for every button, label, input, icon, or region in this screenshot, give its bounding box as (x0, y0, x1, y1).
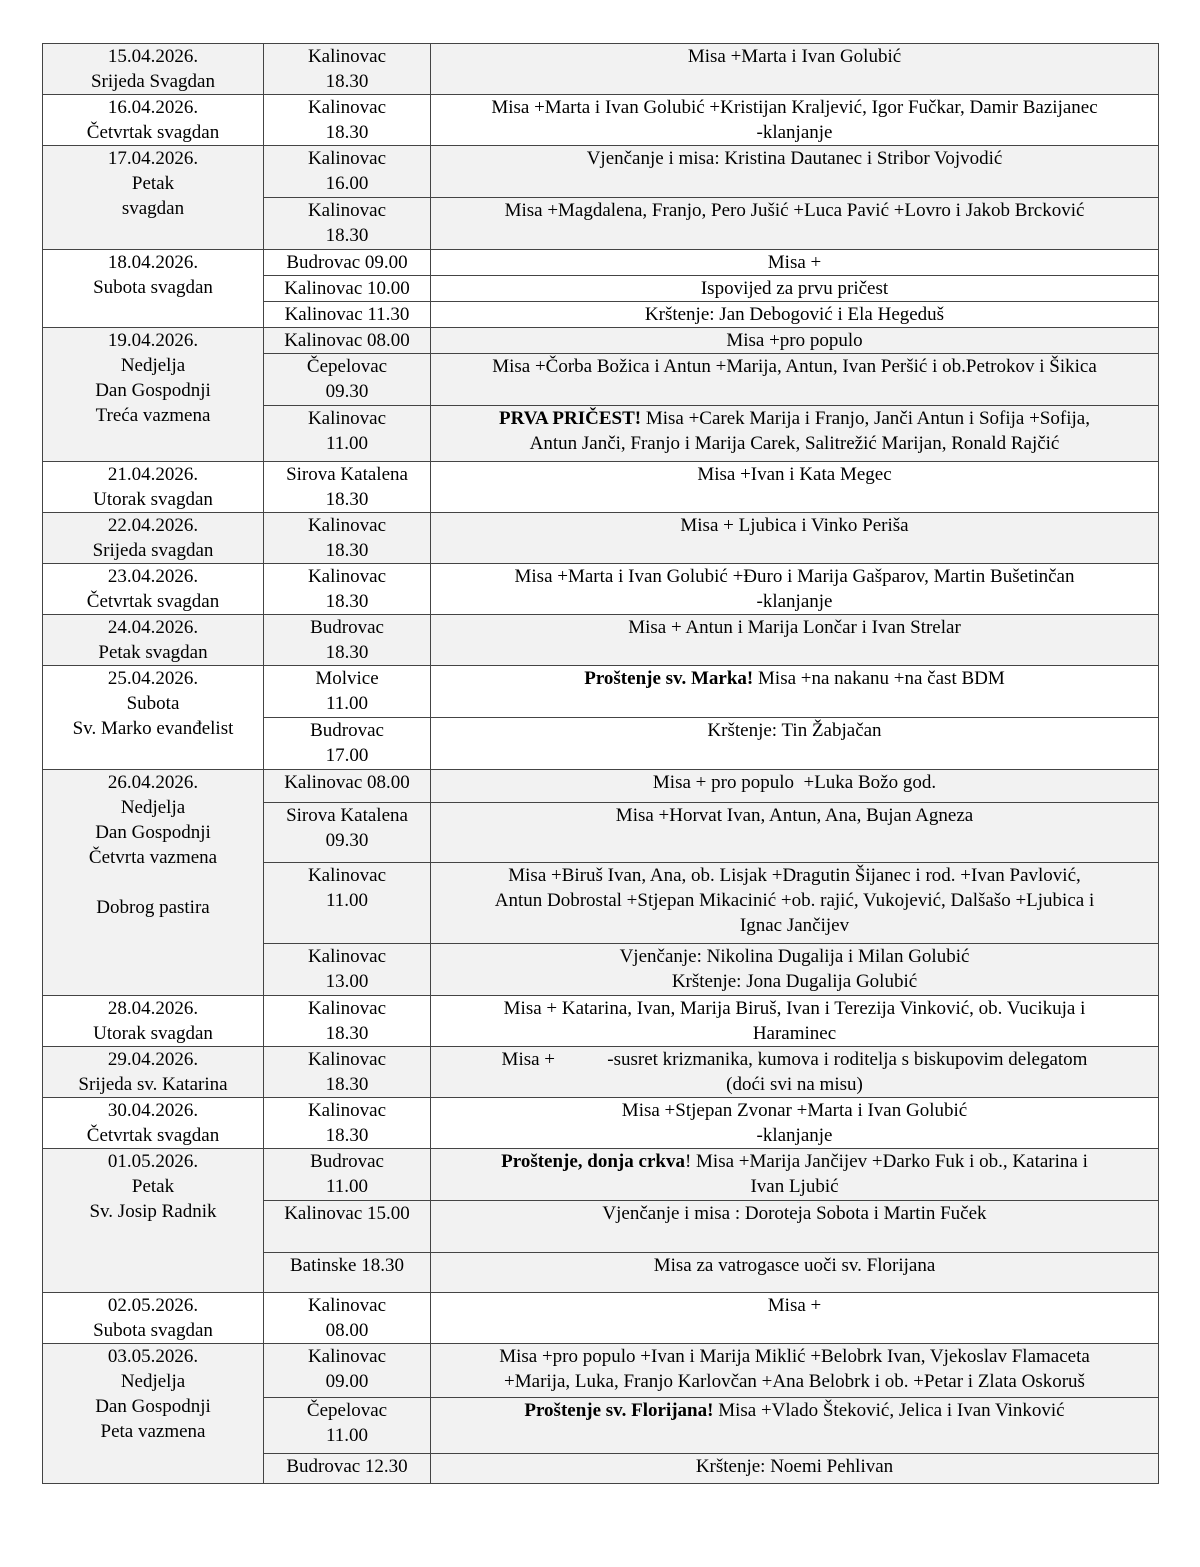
place-time: Kalinovac (307, 97, 387, 118)
day-label: Peta vazmena (100, 1421, 206, 1442)
event-description-cell (431, 198, 1159, 250)
day-date: 02.05.2026. (107, 1295, 199, 1316)
event-description-cell (431, 406, 1159, 462)
description-line (437, 1398, 1152, 1423)
description-text: Misa za vatrogasce uoči sv. Florijana (653, 1255, 936, 1276)
place-time-cell (264, 95, 431, 146)
description-line (437, 1293, 1152, 1318)
description-line (437, 95, 1152, 120)
place-time: Kalinovac (307, 46, 387, 67)
schedule-row (43, 44, 1159, 95)
place-time: Čepelovac (306, 1400, 388, 1421)
day-date: 15.04.2026. (107, 46, 199, 67)
place-time: 18.30 (325, 1023, 369, 1044)
day-label: Sv. Josip Radnik (89, 1201, 217, 1222)
event-description-cell (431, 615, 1159, 666)
description-line (437, 944, 1152, 969)
day-label: Utorak svagdan (93, 489, 213, 510)
place-time: 16.00 (325, 173, 369, 194)
day-cell (43, 146, 264, 250)
description-line (437, 863, 1152, 888)
place-time: Kalinovac 08.00 (284, 772, 410, 793)
description-line (437, 1098, 1152, 1123)
description-line (437, 718, 1152, 743)
place-time-cell (264, 996, 431, 1047)
day-label: Petak (131, 173, 175, 194)
day-label: Četvrtak svagdan (86, 1125, 220, 1146)
day-label: Dan Gospodnji (95, 1396, 211, 1417)
description-text: Vjenčanje i misa: Kristina Dautanec i Stribor Vojvodić (586, 148, 1003, 169)
event-description-cell (431, 863, 1159, 944)
day-label: Nedjelja (120, 797, 186, 818)
description-line (437, 276, 1152, 301)
description-line (437, 1369, 1152, 1394)
event-description-cell (431, 1293, 1159, 1344)
mass-schedule-table (42, 43, 1159, 1484)
description-line (437, 770, 1152, 795)
day-date: 17.04.2026. (107, 148, 199, 169)
description-text: Misa +Carek Marija i Franjo, Janči Antun i Sofija +Sofija, (641, 408, 1090, 429)
place-time: Kalinovac (307, 1049, 387, 1070)
highlight-text: Proštenje, donja crkva (501, 1151, 685, 1172)
description-line (437, 969, 1152, 994)
event-description-cell (431, 146, 1159, 198)
place-time: 09.30 (325, 830, 369, 851)
event-description-cell (431, 1344, 1159, 1398)
day-date: 30.04.2026. (107, 1100, 199, 1121)
description-line (437, 666, 1152, 691)
description-line (437, 1021, 1152, 1046)
day-date: 18.04.2026. (107, 252, 199, 273)
place-time: Kalinovac (307, 148, 387, 169)
place-time: 17.00 (325, 745, 369, 766)
day-cell (43, 44, 264, 95)
place-time-cell (264, 564, 431, 615)
description-line (437, 1174, 1152, 1199)
description-line (437, 589, 1152, 614)
description-text: Misa +Biruš Ivan, Ana, ob. Lisjak +Dragutin Šijanec i rod. +Ivan Pavlović, (508, 865, 1081, 886)
day-label: Petak (131, 1176, 175, 1197)
place-time: Kalinovac (307, 998, 387, 1019)
day-date: 01.05.2026. (107, 1151, 199, 1172)
day-cell (43, 513, 264, 564)
place-time-cell (264, 250, 431, 276)
day-cell (43, 250, 264, 328)
description-line (437, 1454, 1152, 1479)
event-description-cell (431, 44, 1159, 95)
description-text: Krštenje: Jona Dugalija Golubić (671, 971, 918, 992)
schedule-body (43, 44, 1159, 1484)
event-description-cell (431, 250, 1159, 276)
place-time: 18.30 (325, 71, 369, 92)
description-text: Misa + (767, 252, 822, 273)
description-text: Misa +Magdalena, Franjo, Pero Jušić +Luca Pavić +Lovro i Jakob Brcković (504, 200, 1085, 221)
description-text: Antun Dobrostal +Stjepan Mikacinić +ob. rajić, Vukojević, Dalšašo +Ljubica i (494, 890, 1095, 911)
description-line (437, 198, 1152, 223)
place-time: Budrovac (310, 720, 384, 741)
day-cell (43, 1293, 264, 1344)
day-cell (43, 95, 264, 146)
schedule-row (43, 513, 1159, 564)
place-time-cell (264, 718, 431, 770)
day-label: Subota (126, 693, 180, 714)
place-time-cell (264, 1098, 431, 1149)
description-line (437, 1149, 1152, 1174)
place-time-cell (264, 462, 431, 513)
description-text: Misa + Antun i Marija Lončar i Ivan Strelar (628, 617, 961, 638)
description-text: Misa + (767, 1295, 822, 1316)
place-time: 18.30 (325, 591, 369, 612)
event-description-cell (431, 1201, 1159, 1253)
schedule-row (43, 250, 1159, 276)
day-label: Četvrta vazmena (88, 847, 218, 868)
day-date: 21.04.2026. (107, 464, 199, 485)
place-time: Kalinovac (307, 200, 387, 221)
schedule-row (43, 564, 1159, 615)
description-text: Ispovijed za prvu pričest (700, 278, 889, 299)
day-label: Srijeda svagdan (92, 540, 214, 561)
place-time-cell (264, 354, 431, 406)
description-line (437, 250, 1152, 275)
description-text: Misa +pro populo +Ivan i Marija Miklić +Belobrk Ivan, Vjekoslav Flamaceta (499, 1346, 1090, 1367)
place-time: Kalinovac 10.00 (284, 278, 410, 299)
place-time: 08.00 (325, 1320, 369, 1341)
day-label: Nedjelja (120, 1371, 186, 1392)
description-line (437, 146, 1152, 171)
event-description-cell (431, 513, 1159, 564)
place-time: 11.00 (325, 693, 369, 714)
event-description-cell (431, 718, 1159, 770)
place-time-cell (264, 1398, 431, 1454)
day-cell (43, 996, 264, 1047)
description-text: Misa +Čorba Božica i Antun +Marija, Antun, Ivan Peršić i ob.Petrokov i Šikica (492, 356, 1097, 377)
place-time: Budrovac (310, 1151, 384, 1172)
description-text: Krštenje: Tin Žabjačan (707, 720, 882, 741)
schedule-row (43, 996, 1159, 1047)
highlight-text: Proštenje sv. Marka! (584, 668, 754, 689)
description-text: Misa +Vlado Šteković, Jelica i Ivan Vinković (713, 1400, 1065, 1421)
description-text: Krštenje: Jan Debogović i Ela Hegeduš (644, 304, 945, 325)
place-time-cell (264, 513, 431, 564)
event-description-cell (431, 95, 1159, 146)
day-cell (43, 666, 264, 770)
place-time-cell (264, 276, 431, 302)
event-description-cell (431, 328, 1159, 354)
place-time: 18.30 (325, 1125, 369, 1146)
place-time: 11.00 (325, 1425, 369, 1446)
day-cell (43, 564, 264, 615)
description-line (437, 406, 1152, 431)
day-label: Srijeda Svagdan (90, 71, 215, 92)
place-time-cell (264, 406, 431, 462)
day-date: 29.04.2026. (107, 1049, 199, 1070)
day-cell (43, 1149, 264, 1293)
place-time: Kalinovac (307, 566, 387, 587)
day-cell (43, 462, 264, 513)
description-line (437, 1344, 1152, 1369)
blank-line (49, 870, 257, 895)
description-line (437, 431, 1152, 456)
day-date: 26.04.2026. (107, 772, 199, 793)
place-time-cell (264, 1253, 431, 1293)
place-time: Budrovac (310, 617, 384, 638)
place-time: Kalinovac (307, 865, 387, 886)
event-description-cell (431, 1253, 1159, 1293)
place-time: 13.00 (325, 971, 369, 992)
description-line (437, 44, 1152, 69)
description-text: Misa + -susret krizmanika, kumova i roditelja s biskupovim delegatom (501, 1049, 1088, 1070)
description-line (437, 888, 1152, 913)
description-text: Ivan Ljubić (750, 1176, 839, 1197)
day-label: Četvrtak svagdan (86, 122, 220, 143)
place-time-cell (264, 146, 431, 198)
place-time-cell (264, 1344, 431, 1398)
place-time-cell (264, 615, 431, 666)
place-time: Čepelovac (306, 356, 388, 377)
highlight-text: PRVA PRIČEST! (499, 408, 642, 429)
description-line (437, 996, 1152, 1021)
place-time-cell (264, 1293, 431, 1344)
place-time: Kalinovac (307, 515, 387, 536)
place-time: Kalinovac (307, 946, 387, 967)
event-description-cell (431, 564, 1159, 615)
day-label: Četvrtak svagdan (86, 591, 220, 612)
day-label: svagdan (121, 198, 185, 219)
description-line (437, 1253, 1152, 1278)
day-cell (43, 615, 264, 666)
description-line (437, 328, 1152, 353)
description-line (437, 462, 1152, 487)
description-text: Haraminec (752, 1023, 837, 1044)
day-cell (43, 1098, 264, 1149)
event-description-cell (431, 1149, 1159, 1201)
event-description-cell (431, 944, 1159, 996)
place-time: 18.30 (325, 540, 369, 561)
event-description-cell (431, 1098, 1159, 1149)
day-date: 23.04.2026. (107, 566, 199, 587)
schedule-row (43, 1344, 1159, 1398)
description-text: Misa +Ivan i Kata Megec (697, 464, 892, 485)
event-description-cell (431, 770, 1159, 803)
description-line (437, 120, 1152, 145)
day-cell (43, 1047, 264, 1098)
place-time-cell (264, 1149, 431, 1201)
description-text: Misa + Katarina, Ivan, Marija Biruš, Ivan i Terezija Vinković, ob. Vucikuja i (503, 998, 1086, 1019)
event-description-cell (431, 276, 1159, 302)
event-description-cell (431, 462, 1159, 513)
place-time-cell (264, 302, 431, 328)
schedule-row (43, 1293, 1159, 1344)
place-time: Sirova Katalena (286, 805, 408, 826)
description-text: ! Misa +Marija Jančijev +Darko Fuk i ob., Katarina i (684, 1151, 1088, 1172)
day-cell (43, 328, 264, 462)
place-time-cell (264, 44, 431, 95)
description-text: Misa +Marta i Ivan Golubić +Kristijan Kraljević, Igor Fučkar, Damir Bazijanec (491, 97, 1098, 118)
description-text: Misa +pro populo (726, 330, 863, 351)
schedule-row (43, 1149, 1159, 1201)
schedule-row (43, 146, 1159, 198)
description-text: -klanjanje (756, 1125, 833, 1146)
place-time-cell (264, 770, 431, 803)
day-label: Sv. Marko evanđelist (72, 718, 234, 739)
description-line (437, 354, 1152, 379)
description-line (437, 1123, 1152, 1148)
place-time-cell (264, 666, 431, 718)
description-text: Vjenčanje: Nikolina Dugalija i Milan Golubić (619, 946, 970, 967)
description-line (437, 803, 1152, 828)
event-description-cell (431, 1454, 1159, 1484)
description-text: (doći svi na misu) (726, 1074, 863, 1095)
description-line (437, 513, 1152, 538)
description-text: +Marija, Luka, Franjo Karlovčan +Ana Belobrk i ob. +Petar i Zlata Oskoruš (504, 1371, 1085, 1392)
description-text: Krštenje: Noemi Pehlivan (695, 1456, 894, 1477)
event-description-cell (431, 1047, 1159, 1098)
place-time-cell (264, 1454, 431, 1484)
description-text: Misa + Ljubica i Vinko Periša (680, 515, 909, 536)
description-text: Antun Janči, Franjo i Marija Carek, Salitrežić Marijan, Ronald Rajčić (529, 433, 1060, 454)
description-text: Vjenčanje i misa : Doroteja Sobota i Martin Fuček (602, 1203, 987, 1224)
day-label: Srijeda sv. Katarina (78, 1074, 228, 1095)
day-date: 24.04.2026. (107, 617, 199, 638)
place-time: 09.00 (325, 1371, 369, 1392)
place-time-cell (264, 944, 431, 996)
schedule-row (43, 666, 1159, 718)
schedule-row (43, 328, 1159, 354)
description-line (437, 1072, 1152, 1097)
day-label: Treća vazmena (95, 405, 211, 426)
place-time: Batinske 18.30 (290, 1255, 404, 1276)
place-time: Kalinovac 15.00 (284, 1203, 410, 1224)
place-time-cell (264, 1047, 431, 1098)
description-text: Misa +Marta i Ivan Golubić (687, 46, 902, 67)
schedule-row (43, 1098, 1159, 1149)
schedule-row (43, 615, 1159, 666)
description-line (437, 615, 1152, 640)
day-cell (43, 1344, 264, 1484)
day-label: Petak svagdan (98, 642, 208, 663)
event-description-cell (431, 1398, 1159, 1454)
description-line (437, 1047, 1152, 1072)
place-time: Kalinovac (307, 1100, 387, 1121)
description-text: Misa + pro populo +Luka Božo god. (652, 772, 937, 793)
place-time: Kalinovac (307, 408, 387, 429)
event-description-cell (431, 302, 1159, 328)
place-time: 18.30 (325, 122, 369, 143)
day-date: 28.04.2026. (107, 998, 199, 1019)
day-label: Subota svagdan (93, 277, 213, 298)
place-time-cell (264, 1201, 431, 1253)
description-line (437, 564, 1152, 589)
place-time: 18.30 (325, 489, 369, 510)
day-cell (43, 770, 264, 996)
place-time: 09.30 (325, 381, 369, 402)
description-text: -klanjanje (756, 122, 833, 143)
description-text: -klanjanje (756, 591, 833, 612)
description-text: Misa +na nakanu +na čast BDM (753, 668, 1005, 689)
place-time: 11.00 (325, 890, 369, 911)
place-time: 18.30 (325, 225, 369, 246)
place-time: Budrovac 12.30 (286, 1456, 408, 1477)
place-time: Kalinovac 11.30 (284, 304, 410, 325)
place-time: Kalinovac (307, 1295, 387, 1316)
place-time: Kalinovac 08.00 (284, 330, 410, 351)
description-text: Misa +Stjepan Zvonar +Marta i Ivan Golubić (621, 1100, 968, 1121)
highlight-text: Proštenje sv. Florijana! (524, 1400, 714, 1421)
description-text: Ignac Jančijev (739, 915, 850, 936)
place-time: 11.00 (325, 1176, 369, 1197)
schedule-row (43, 95, 1159, 146)
place-time: 11.00 (325, 433, 369, 454)
schedule-row (43, 1047, 1159, 1098)
day-label: Subota svagdan (93, 1320, 213, 1341)
day-label: Nedjelja (120, 355, 186, 376)
day-date: 25.04.2026. (107, 668, 199, 689)
place-time-cell (264, 803, 431, 863)
event-description-cell (431, 354, 1159, 406)
day-label: Dan Gospodnji (95, 822, 211, 843)
schedule-row (43, 770, 1159, 803)
day-date: 22.04.2026. (107, 515, 199, 536)
day-date: 19.04.2026. (107, 330, 199, 351)
event-description-cell (431, 996, 1159, 1047)
day-label: Dobrog pastira (96, 897, 210, 918)
day-date: 03.05.2026. (107, 1346, 199, 1367)
description-line (437, 913, 1152, 938)
place-time-cell (264, 198, 431, 250)
day-date: 16.04.2026. (107, 97, 199, 118)
place-time-cell (264, 863, 431, 944)
place-time: Budrovac 09.00 (286, 252, 408, 273)
description-text: Misa +Marta i Ivan Golubić +Đuro i Marija Gašparov, Martin Bušetinčan (514, 566, 1075, 587)
description-text: Misa +Horvat Ivan, Antun, Ana, Bujan Agneza (615, 805, 974, 826)
place-time: Molvice (315, 668, 379, 689)
schedule-row (43, 462, 1159, 513)
event-description-cell (431, 666, 1159, 718)
day-label: Utorak svagdan (93, 1023, 213, 1044)
place-time-cell (264, 328, 431, 354)
description-line (437, 302, 1152, 327)
place-time: Sirova Katalena (286, 464, 408, 485)
place-time: 18.30 (325, 642, 369, 663)
place-time: Kalinovac (307, 1346, 387, 1367)
event-description-cell (431, 803, 1159, 863)
description-line (437, 1201, 1152, 1226)
day-label: Dan Gospodnji (95, 380, 211, 401)
place-time: 18.30 (325, 1074, 369, 1095)
